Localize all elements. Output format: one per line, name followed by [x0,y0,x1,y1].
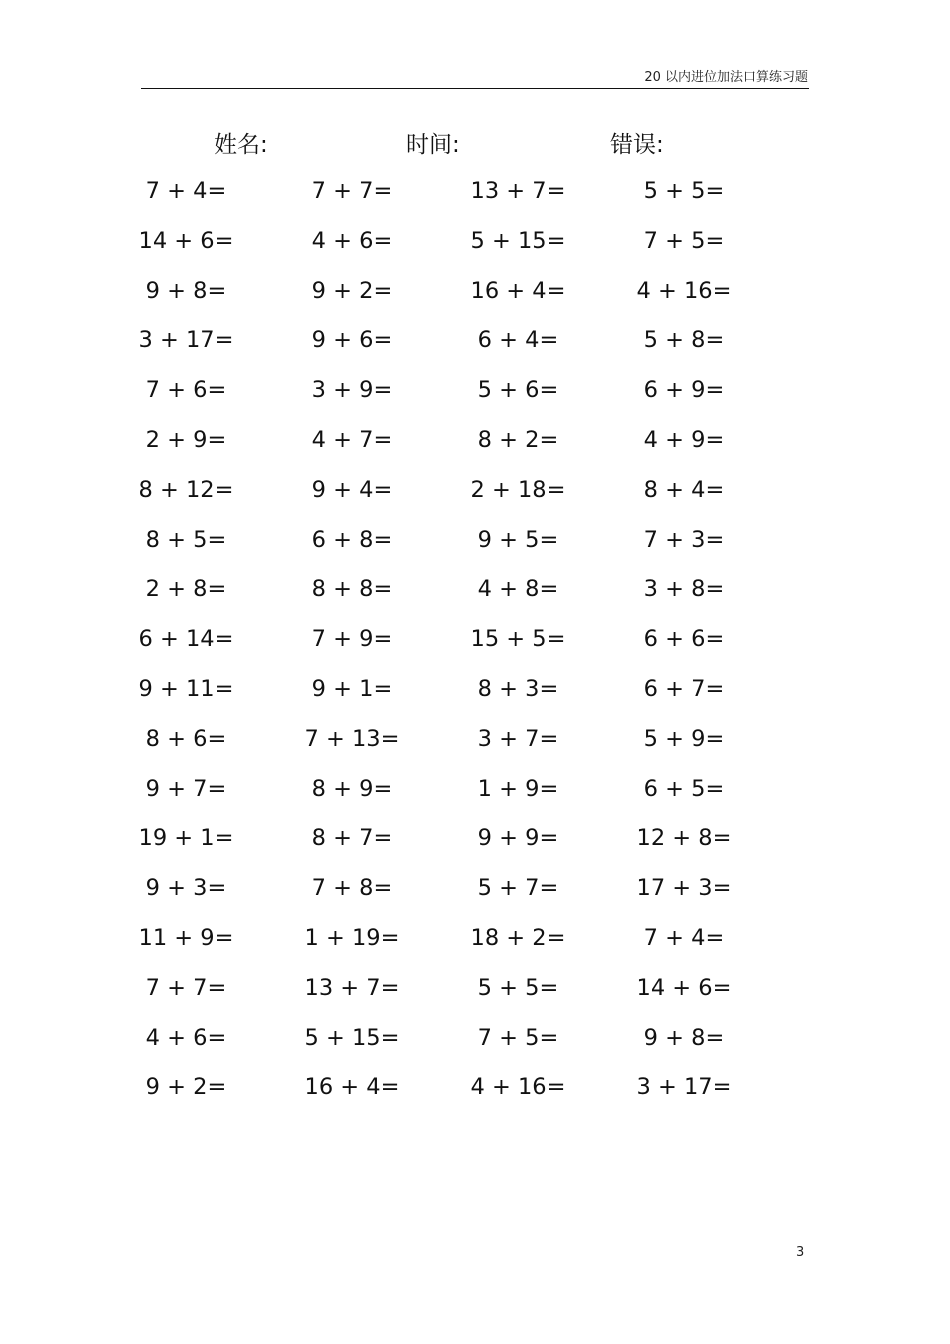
problem-item: 8 + 8= [311,576,393,603]
problem-row [0,969,950,1019]
problem-item: 9 + 2= [145,1074,227,1101]
problem-item: 5 + 7= [477,875,559,902]
problem-item: 2 + 18= [470,476,566,503]
problem-item: 1 + 9= [477,775,559,802]
problem-item: 8 + 5= [145,526,227,553]
problem-item: 6 + 7= [643,675,725,702]
problem-row [0,321,950,371]
problem-item: 7 + 4= [643,924,725,951]
problem-item: 8 + 4= [643,476,725,503]
problem-item: 7 + 6= [145,377,227,404]
problem-item: 13 + 7= [304,974,400,1001]
problem-item: 8 + 9= [311,775,393,802]
problem-item: 7 + 13= [304,725,400,752]
problem-row [0,770,950,820]
problem-item: 4 + 8= [477,576,559,603]
problem-row [0,1068,950,1118]
page-header-title: 20 以内进位加法口算练习题 [644,70,808,85]
header-divider [141,88,809,89]
problem-row [0,371,950,421]
problem-item: 7 + 3= [643,526,725,553]
problem-item: 12 + 8= [636,825,732,852]
problem-item: 2 + 8= [145,576,227,603]
problem-item: 3 + 8= [643,576,725,603]
problem-item: 6 + 4= [477,327,559,354]
problem-item: 1 + 19= [304,924,400,951]
problem-item: 3 + 9= [311,377,393,404]
problem-item: 15 + 5= [470,626,566,653]
problem-item: 16 + 4= [470,277,566,304]
problem-item: 11 + 9= [138,924,234,951]
problem-row [0,222,950,272]
problem-item: 8 + 3= [477,675,559,702]
problem-item: 4 + 7= [311,426,393,453]
problem-item: 3 + 17= [636,1074,732,1101]
problem-item: 9 + 8= [643,1024,725,1051]
problem-row [0,720,950,770]
problem-row [0,172,950,222]
problem-item: 4 + 16= [636,277,732,304]
problem-item: 3 + 7= [477,725,559,752]
problem-row [0,869,950,919]
problem-item: 5 + 5= [643,178,725,204]
problem-item: 14 + 6= [138,227,234,254]
problem-row [0,819,950,869]
problem-item: 7 + 4= [145,178,227,204]
problem-item: 4 + 16= [470,1074,566,1101]
problem-item: 5 + 6= [477,377,559,404]
problem-item: 6 + 5= [643,775,725,802]
problem-item: 7 + 9= [311,626,393,653]
problem-row [0,421,950,471]
problem-item: 7 + 8= [311,875,393,902]
problem-item: 17 + 3= [636,875,732,902]
problem-item: 9 + 8= [145,277,227,304]
problem-item: 4 + 6= [145,1024,227,1051]
problem-item: 5 + 8= [643,327,725,354]
problem-item: 9 + 4= [311,476,393,503]
problem-item: 5 + 5= [477,974,559,1001]
errors-label: 错误: [610,132,664,158]
problem-item: 9 + 9= [477,825,559,852]
problem-item: 8 + 6= [145,725,227,752]
problem-item: 16 + 4= [304,1074,400,1101]
problem-item: 9 + 1= [311,675,393,702]
problem-item: 19 + 1= [138,825,234,852]
problem-item: 4 + 6= [311,227,393,254]
problem-item: 5 + 9= [643,725,725,752]
problem-item: 9 + 2= [311,277,393,304]
problem-row [0,1019,950,1069]
problem-item: 9 + 6= [311,327,393,354]
problem-item: 8 + 2= [477,426,559,453]
student-info-row [0,126,950,160]
problem-grid [0,172,950,1118]
problem-item: 6 + 9= [643,377,725,404]
problem-row [0,919,950,969]
problem-item: 7 + 7= [311,178,393,204]
problem-item: 7 + 5= [477,1024,559,1051]
problem-row [0,521,950,571]
problem-item: 9 + 11= [138,675,234,702]
problem-item: 5 + 15= [470,227,566,254]
problem-item: 9 + 5= [477,526,559,553]
page-number: 3 [796,1245,805,1260]
problem-item: 7 + 5= [643,227,725,254]
problem-item: 18 + 2= [470,924,566,951]
name-label: 姓名: [214,132,268,158]
problem-row [0,620,950,670]
problem-item: 9 + 3= [145,875,227,902]
problem-item: 6 + 8= [311,526,393,553]
problem-item: 8 + 12= [138,476,234,503]
problem-item: 5 + 15= [304,1024,400,1051]
problem-item: 14 + 6= [636,974,732,1001]
problem-item: 13 + 7= [470,178,566,204]
problem-item: 8 + 7= [311,825,393,852]
problem-item: 3 + 17= [138,327,234,354]
problem-item: 4 + 9= [643,426,725,453]
problem-item: 7 + 7= [145,974,227,1001]
time-label: 时间: [406,132,460,158]
problem-item: 6 + 14= [138,626,234,653]
problem-row [0,570,950,620]
problem-item: 9 + 7= [145,775,227,802]
problem-row [0,670,950,720]
problem-row [0,471,950,521]
problem-row [0,272,950,322]
problem-item: 6 + 6= [643,626,725,653]
problem-item: 2 + 9= [145,426,227,453]
